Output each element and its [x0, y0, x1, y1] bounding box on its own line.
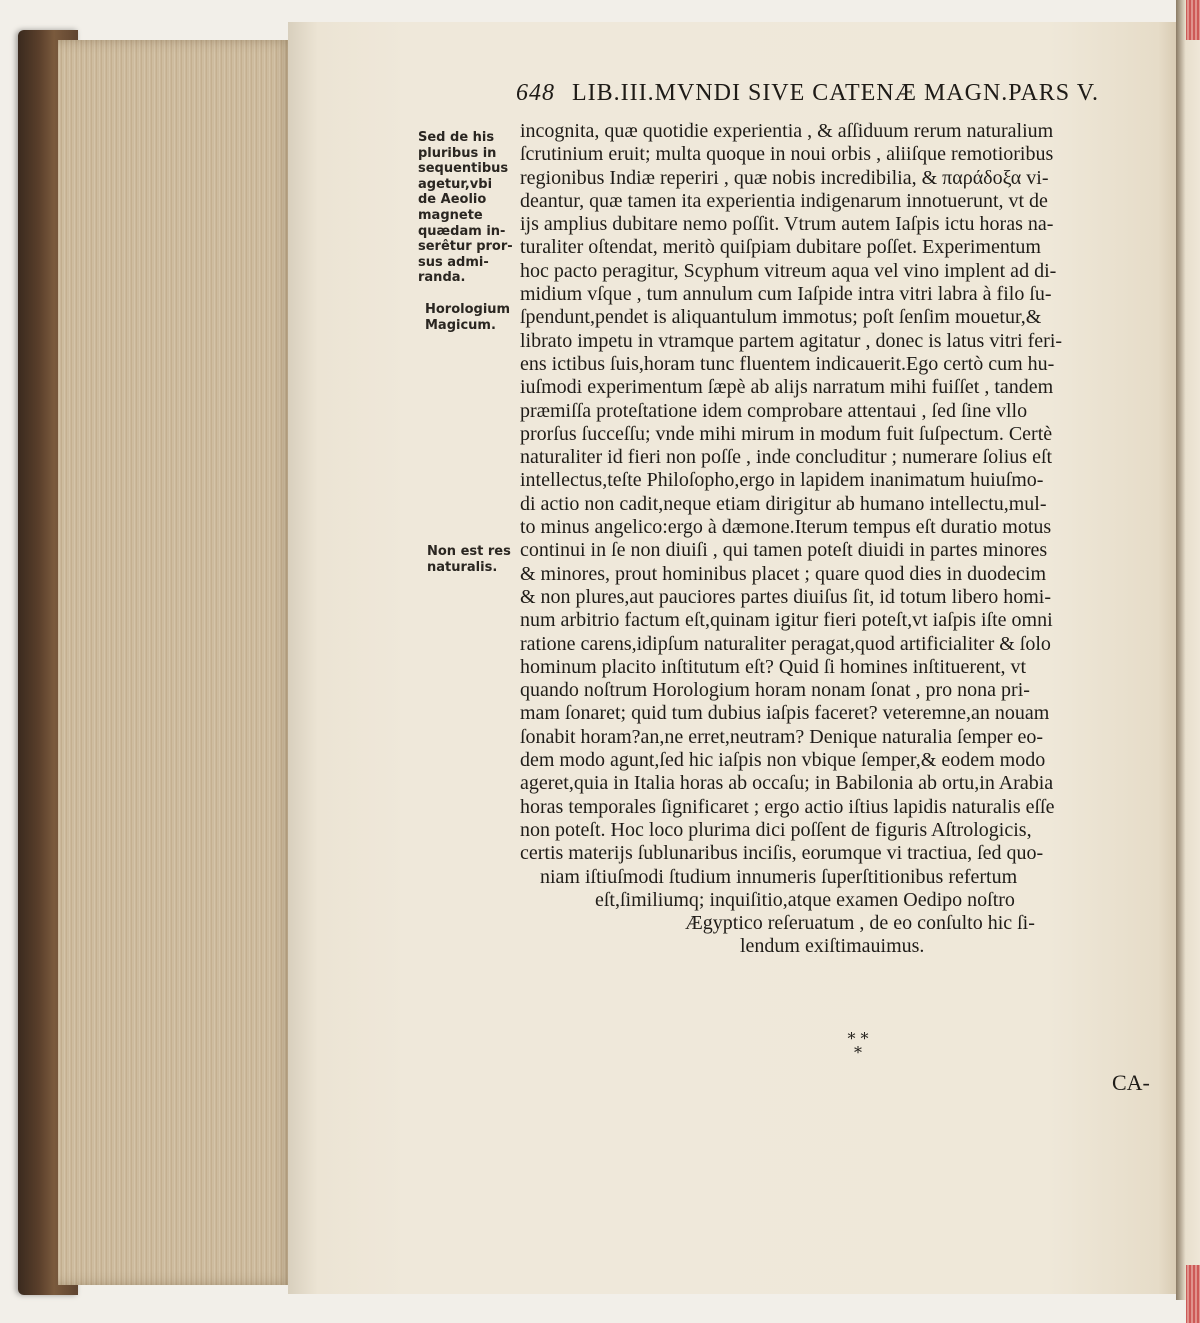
facing-page-edge [1176, 0, 1200, 1300]
page-number: 648 [516, 80, 555, 106]
text-line: & non plures,aut pauciores partes diuiſus ſit, id totum libero homi- [520, 585, 1052, 608]
text-line: midium vſque , tum annulum cum Iaſpide intra vitri labra à filo ſu- [520, 283, 1052, 306]
text-line-tail: eſt,ſimiliumq; inquiſitio,atque examen Oedipo noſtro [595, 888, 1015, 911]
text-line: horas temporales ſignificaret ; ergo actio iſtius lapidis naturalis eſſe [520, 795, 1055, 818]
asterism-ornament: * * * [847, 1029, 869, 1062]
text-line: ratione carens,idipſum naturaliter peragat,quod artificialiter & ſolo [520, 632, 1051, 655]
text-line: non poteſt. Hoc loco plurima dici poſſent de figuris Aſtrologicis, [520, 818, 1032, 841]
text-line: hoc pacto peragitur, Scyphum vitreum aqua vel vino implent ad di- [520, 259, 1057, 282]
text-line: præmiſſa proteſtatione idem comprobare attentaui , ſed ſine vllo [520, 399, 1028, 422]
text-line: ijs amplius dubitare nemo poſſit. Vtrum autem Iaſpis ictu horas na- [520, 213, 1054, 236]
text-line: & minores, prout hominibus placet ; quare quod dies in duodecim [520, 562, 1047, 585]
text-line: ageret,quia in Italia horas ab occaſu; in Babilonia ab ortu,in Arabia [520, 772, 1054, 795]
text-line: ſcrutinium eruit; multa quoque in noui orbis , aliiſque remotioribus [520, 143, 1054, 166]
red-page-edge-top [1186, 0, 1200, 40]
text-line: ſpendunt,pendet is aliquantulum immotus; poſt ſenſim mouetur,& [520, 306, 1042, 329]
text-line: certis materijs ſublunaribus inciſis, eorumque vi tractiua, ſed quo- [520, 842, 1044, 865]
text-line: naturaliter id fieri non poſſe , inde concluditur ; numerare ſolius eſt [520, 446, 1053, 469]
text-line: quando noſtrum Horologium horam nonam ſonat , pro nona pri- [520, 679, 1030, 702]
text-line: prorſus ſucceſſu; vnde mihi mirum in modum fuit ſuſpectum. Certè [520, 422, 1053, 445]
text-line-tail: lendum exiſtimauimus. [740, 935, 925, 958]
text-line-tail: Ægyptico reſeruatum , de eo conſulto hic ſi- [685, 912, 1035, 935]
catchword: CA- [1112, 1070, 1150, 1095]
margin-note-aeolio: Sed de his pluribus in sequentibus agetur,vbi de Aeolio magnete quædam in- serêtur pror- sus admi- randa. [418, 130, 513, 286]
text-line: turaliter oſtendat, meritò quiſpiam dubitare poſſet. Experimentum [520, 236, 1041, 259]
text-line: librato impetu in vtramque partem agitatur , donec is latus vitri feri- [520, 329, 1063, 352]
red-page-edge-bottom [1186, 1265, 1200, 1323]
text-line: deantur, quæ tamen ita experientia indigenarum innotuerunt, vt de [520, 189, 1048, 212]
running-header [516, 80, 1166, 110]
text-line-tail: niam iſtiuſmodi ſtudium innumeris ſuperſtitionibus refertum [540, 865, 1018, 888]
text-line: to minus angelico:ergo à dæmone.Iterum tempus eſt duratio motus [520, 516, 1052, 539]
text-line: iuſmodi experimentum ſæpè ab alijs narratum mihi fuiſſet , tandem [520, 376, 1054, 399]
margin-note-horologium: Horologium Magicum. [425, 302, 511, 333]
text-line: di actio non cadit,neque etiam dirigitur ab humano intellectu,mul- [520, 492, 1047, 515]
text-line: hominum placito inſtitutum eſt? Quid ſi homines inſtituerent, vt [520, 655, 1027, 678]
text-line: continui in ſe non diuiſi , qui tamen poteſt diuidi in partes minores [520, 539, 1048, 562]
text-line: incognita, quæ quotidie experientia , & aſſiduum rerum naturalium [520, 120, 1054, 142]
text-line: num arbitrio factum eſt,quinam igitur fieri poteſt,vt iaſpis iſte omni [520, 609, 1053, 632]
text-line: ens ictibus ſuis,horam tunc fluentem indicauerit.Ego certò cum hu- [520, 352, 1055, 375]
text-line: mam ſonaret; quid tum dubius iaſpis faceret? veteremne,an nouam [520, 702, 1050, 725]
main-text [520, 120, 1160, 959]
text-line: dem modo agunt,ſed hic iaſpis non vbique ſemper,& eodem modo [520, 749, 1046, 772]
text-line: regionibus Indiæ reperiri , quæ nobis incredibilia, & παράδοξα vi- [520, 166, 1049, 189]
running-title: LIB.III.MVNDI SIVE CATENÆ MAGN.PARS V. [572, 80, 1099, 106]
page-block-edge [58, 40, 294, 1285]
text-line: ſonabit horam?an,ne erret,neutram? Denique naturalia ſemper eo- [520, 725, 1044, 748]
text-line: intellectus,teſte Philoſopho,ergo in lapidem inanimatum huiuſmo- [520, 469, 1044, 492]
margin-note-non-naturalis: Non est res naturalis. [427, 544, 511, 575]
